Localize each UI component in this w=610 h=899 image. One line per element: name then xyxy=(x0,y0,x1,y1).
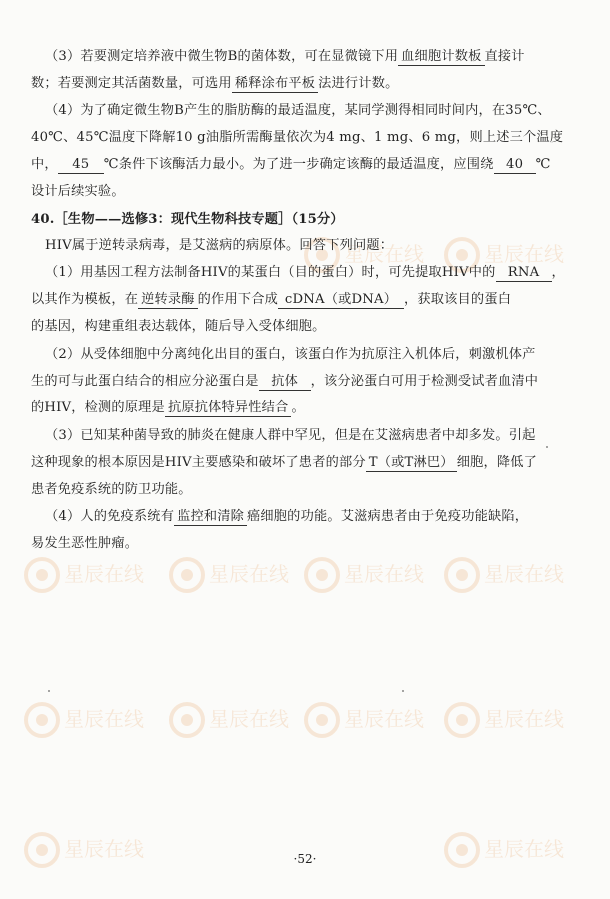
svg-text:星辰在线: 星辰在线 xyxy=(344,562,424,586)
para3-line2: 数；若要测定其活菌数量，可选用 稀释涂布平板 法进行计数。 xyxy=(31,76,399,91)
watermark-logo xyxy=(440,820,590,880)
answer-blank: 逆转录酶 xyxy=(138,291,198,309)
q40-p1-line3: 的基因，构建重组表达载体，随后导入受体细胞。 xyxy=(31,319,326,334)
q40-p1-line2: 以其作为模板，在 逆转录酶 的作用下合成 cDNA（或DNA） ，获取该目的蛋白 xyxy=(31,292,512,307)
answer-blank: 血细胞计数板 xyxy=(398,48,484,66)
watermark-logo xyxy=(300,690,450,750)
scan-speck xyxy=(48,690,50,692)
scan-speck xyxy=(546,446,548,448)
q40-p1-line1: （1）用基因工程方法制备HIV的某蛋白（目的蛋白）时，可先提取HIV中的 RNA ， xyxy=(45,265,565,280)
q40-p3-line1: （3）已知某种菌导致的肺炎在健康人群中罕见，但是在艾滋病患者中却多发。引起 xyxy=(45,428,536,443)
watermark-logo xyxy=(300,545,450,605)
answer-blank: cDNA（或DNA） xyxy=(278,291,404,309)
watermark-logo xyxy=(20,545,170,605)
svg-text:星辰在线: 星辰在线 xyxy=(64,837,144,861)
scan-speck xyxy=(402,690,404,692)
page-number: ·52· xyxy=(293,852,317,866)
svg-text:星辰在线: 星辰在线 xyxy=(64,707,144,731)
watermark-logo xyxy=(165,690,315,750)
para4-line3: 中， 45 ℃条件下该酶活力最小。为了进一步确定该酶的最适温度，应围绕 40 ℃ xyxy=(31,157,551,172)
svg-text:星辰在线: 星辰在线 xyxy=(484,562,564,586)
q40-p2-line3: 的HIV，检测的原理是 抗原抗体特异性结合 。 xyxy=(31,400,305,415)
answer-blank: 监控和清除 xyxy=(174,508,247,526)
para4-line1: （4）为了确定微生物B产生的脂肪酶的最适温度，某同学测得相同时间内，在35℃、 xyxy=(45,103,551,118)
q40-p4-line2: 易发生恶性肿瘤。 xyxy=(31,536,139,551)
q40-p2-line1: （2）从受体细胞中分离纯化出目的蛋白，该蛋白作为抗原注入机体后，刺激机体产 xyxy=(45,347,536,362)
question-heading: 40.［生物——选修3：现代生物科技专题］（15分） xyxy=(31,212,344,227)
svg-text:星辰在线: 星辰在线 xyxy=(484,707,564,731)
watermark-logo xyxy=(165,545,315,605)
watermark-logo xyxy=(440,545,590,605)
watermark-text: 星辰在线 xyxy=(344,242,424,266)
answer-blank: 抗原抗体特异性结合 xyxy=(165,399,292,417)
q40-p3-line2: 这种现象的根本原因是HIV主要感染和破坏了患者的部分 T（或T淋巴） 细胞，降低了 xyxy=(31,455,538,470)
answer-blank: 45 xyxy=(58,156,104,174)
svg-text:星辰在线: 星辰在线 xyxy=(344,707,424,731)
question-intro: HIV属于逆转录病毒，是艾滋病的病原体。回答下列问题： xyxy=(45,238,394,253)
answer-blank: 稀释涂布平板 xyxy=(232,75,318,93)
watermark-logo xyxy=(20,820,170,880)
svg-text:星辰在线: 星辰在线 xyxy=(209,707,289,731)
q40-p4-line1: （4）人的免疫系统有 监控和清除 癌细胞的功能。艾滋病患者由于免疫功能缺陷， xyxy=(45,509,529,524)
answer-blank: RNA xyxy=(496,264,552,282)
svg-text:星辰在线: 星辰在线 xyxy=(64,562,144,586)
answer-blank: 抗体 xyxy=(259,373,311,391)
para4-line2: 40℃、45℃温度下降解10 g油脂所需酶量依次为4 mg、1 mg、6 mg，则上述三个温度 xyxy=(31,130,564,145)
svg-text:星辰在线: 星辰在线 xyxy=(484,837,564,861)
para4-line4: 设计后续实验。 xyxy=(31,184,125,199)
watermark-logo xyxy=(20,690,170,750)
watermark-logo xyxy=(440,690,590,750)
para3-line1: （3）若要测定培养液中微生物B的菌体数，可在显微镜下用 血细胞计数板 直接计 xyxy=(45,49,525,64)
answer-blank: 40 xyxy=(494,156,536,174)
svg-text:星辰在线: 星辰在线 xyxy=(484,242,564,266)
q40-p3-line3: 患者免疫系统的防卫功能。 xyxy=(31,482,192,497)
q40-p2-line2: 生的可与此蛋白结合的相应分泌蛋白是 抗体 ，该分泌蛋白可用于检测受试者血清中 xyxy=(31,374,539,389)
svg-text:星辰在线: 星辰在线 xyxy=(209,562,289,586)
answer-blank: T（或T淋巴） xyxy=(366,454,457,472)
